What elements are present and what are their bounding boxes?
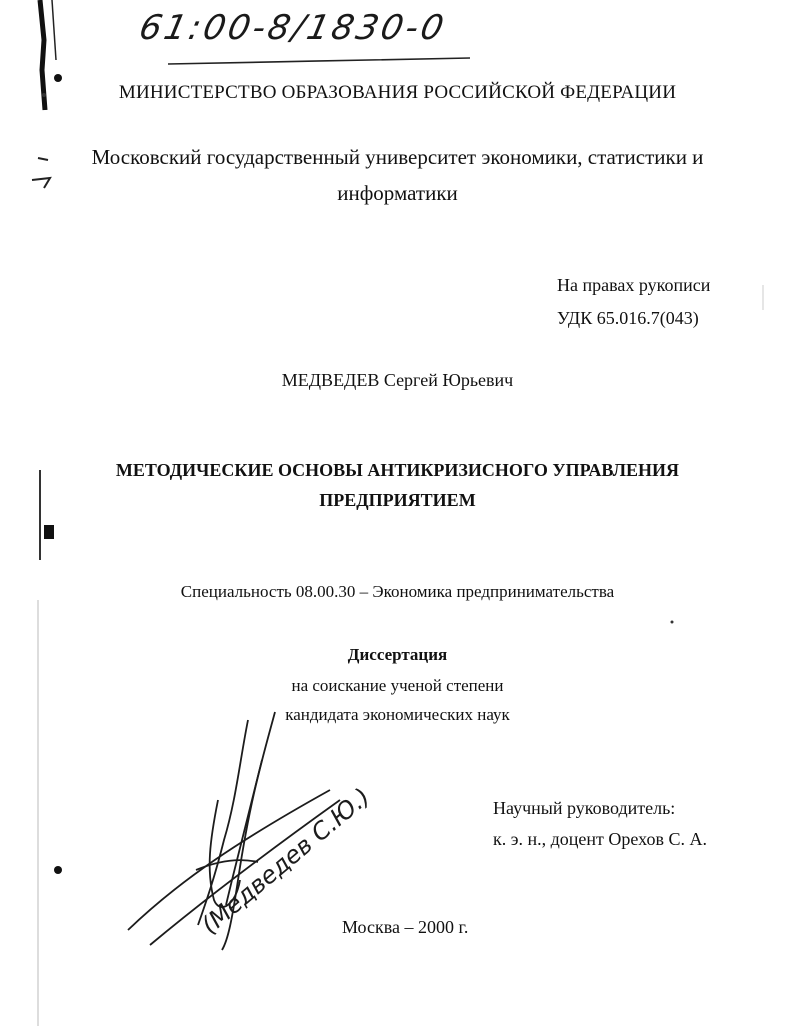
supervisor-label: Научный руководитель: <box>493 798 676 818</box>
specialty: Специальность 08.00.30 – Экономика предпринимательства <box>180 582 615 601</box>
city-year: Москва – 2000 г. <box>342 917 469 937</box>
document-type: Диссертация <box>347 645 448 664</box>
left-edge-dot <box>54 74 62 82</box>
university-name-line2: информатики <box>337 181 458 205</box>
university-name-line1: Московский государственный университет экономики, статистики и <box>91 145 704 169</box>
ministry-heading: МИНИСТЕРСТВО ОБРАЗОВАНИЯ РОССИЙСКОЙ ФЕДЕРАЦИИ <box>118 82 677 103</box>
left-edge-dot <box>42 93 46 97</box>
scan-dot <box>671 621 674 624</box>
degree-line2: кандидата экономических наук <box>285 705 510 724</box>
archive-number-handwritten: 61:00-8/1830-0 <box>135 8 451 48</box>
dissertation-title-line1: МЕТОДИЧЕСКИЕ ОСНОВЫ АНТИКРИЗИСНОГО УПРАВЛЕНИЯ <box>115 460 680 480</box>
supervisor-name: к. э. н., доцент Орехов С. А. <box>493 829 707 849</box>
left-edge-blot <box>44 525 54 539</box>
degree-line1: на соискание ученой степени <box>291 676 504 695</box>
archive-number-underline <box>168 58 470 64</box>
udk-code: УДК 65.016.7(043) <box>557 308 699 328</box>
manuscript-note: На правах рукописи <box>557 275 711 295</box>
author-name: МЕДВЕДЕВ Сергей Юрьевич <box>281 370 514 390</box>
left-edge-scan-line-2 <box>52 0 56 60</box>
dissertation-title-line2: ПРЕДПРИЯТИЕМ <box>319 490 476 510</box>
left-edge-dot <box>54 866 62 874</box>
left-edge-mark <box>32 158 50 188</box>
signature-name-handwritten: (Медведев С.Ю.) <box>196 782 376 940</box>
